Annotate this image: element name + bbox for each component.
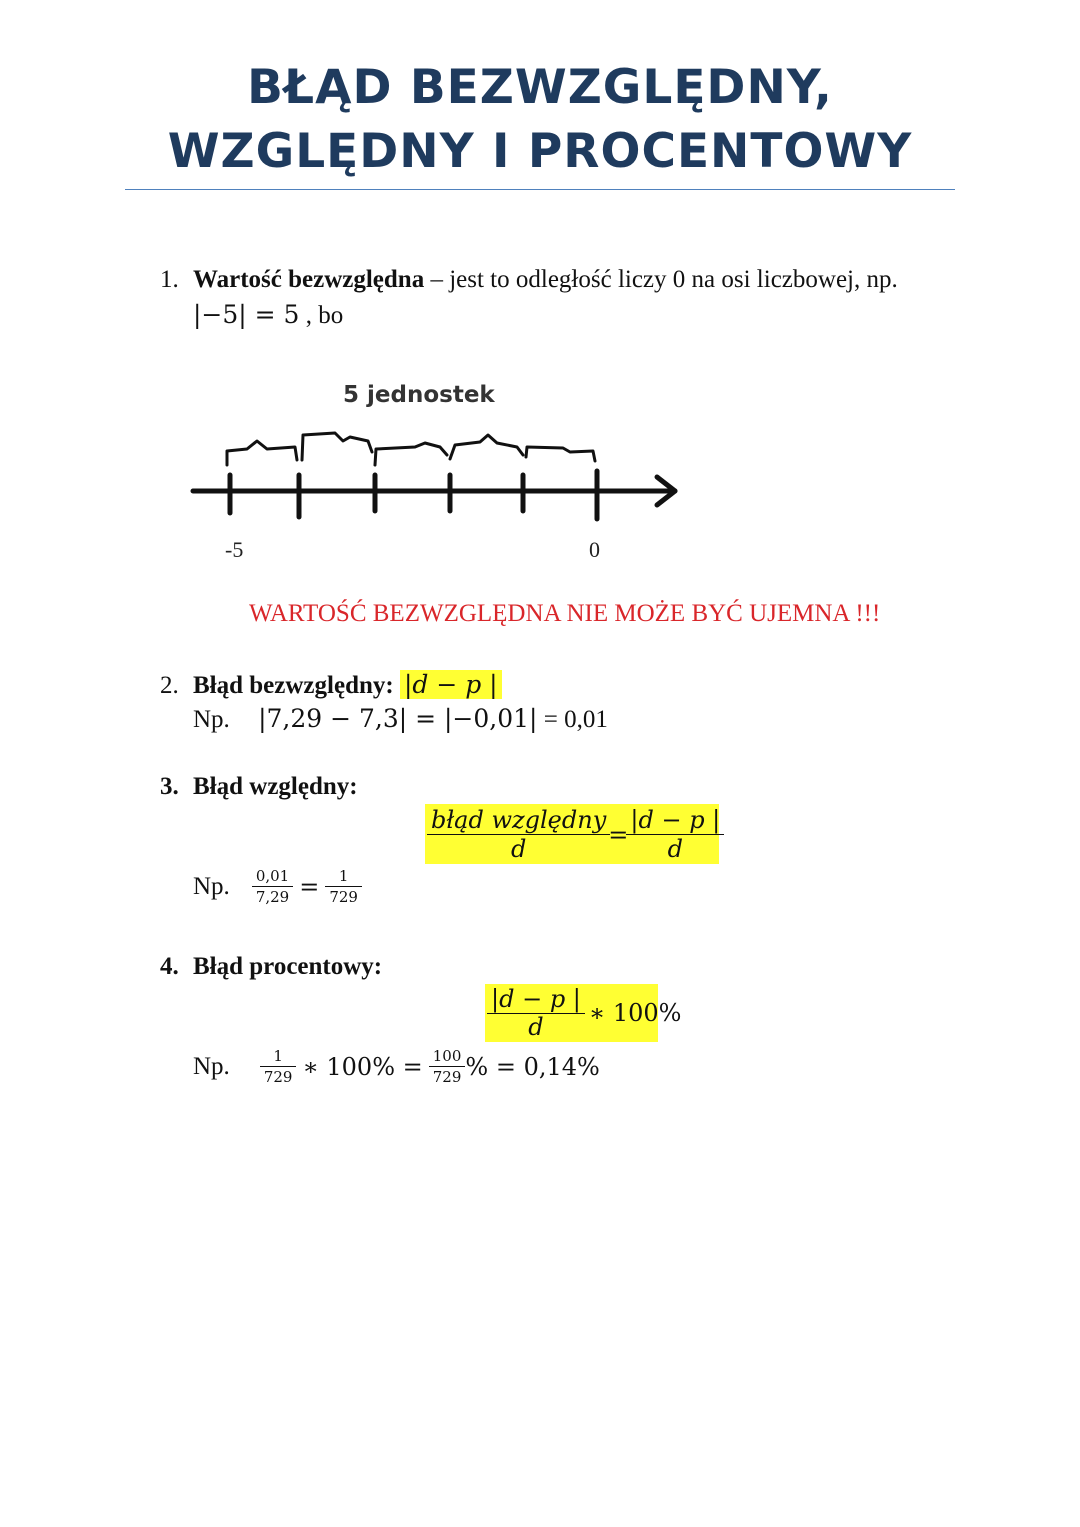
- absolute-error-formula: |d − p |: [400, 670, 502, 699]
- section-1-term: Wartość bezwzględna: [193, 266, 425, 293]
- relative-error-equals: =: [608, 820, 629, 849]
- section-3-example-denominator-1: 7,29: [252, 886, 293, 907]
- page-title-line-2: WZGLĘDNY I PROCENTOWY: [167, 124, 913, 179]
- section-3-np: Np.: [193, 872, 230, 900]
- relative-error-left-numerator: błąd względny: [431, 806, 607, 834]
- unit-brace-4: [450, 435, 523, 459]
- section-2-heading: [160, 670, 502, 701]
- section-2-example-expression: |7,29 − 7,3| = |−0,01|: [258, 704, 538, 733]
- section-3-example-denominator-2: 729: [325, 886, 362, 907]
- section-3-head: Błąd względny:: [193, 773, 358, 800]
- unit-brace-1: [227, 441, 297, 465]
- relative-error-right-denominator: d: [626, 834, 724, 863]
- axis-label-zero: 0: [589, 537, 600, 562]
- number-line-label: 5 jednostek: [343, 382, 495, 408]
- unit-brace-3: [375, 443, 447, 465]
- section-4-example-fraction-2: [431, 1046, 464, 1087]
- section-1-description: – jest to odległość liczy 0 na osi liczbowej, np.: [424, 266, 898, 293]
- section-1-tail: , bo: [299, 302, 344, 329]
- section-3-example-equals: =: [299, 872, 320, 901]
- section-4-example-fraction-1: [262, 1046, 295, 1087]
- section-3-example-numerator-2: 1: [338, 867, 349, 885]
- section-4-example-denominator-1: 729: [260, 1066, 297, 1087]
- percentage-error-multiplier: ∗ 100%: [588, 998, 682, 1027]
- section-1-heading: [160, 265, 898, 295]
- section-4-example-numerator-1: 1: [273, 1047, 283, 1065]
- section-1-number: 1.: [160, 266, 179, 293]
- title-divider: [125, 189, 955, 190]
- relative-error-formula: [425, 804, 719, 864]
- section-2-head: Błąd bezwzględny:: [193, 672, 394, 699]
- number-line-diagram: [185, 425, 695, 530]
- section-3-example-fraction-1: [254, 866, 291, 907]
- relative-error-right-fraction: [628, 806, 722, 863]
- section-2-np: Np.: [193, 706, 230, 733]
- relative-error-right-numerator: |d − p |: [630, 806, 721, 834]
- section-2-example-result: = 0,01: [537, 706, 608, 733]
- section-4-head: Błąd procentowy:: [193, 953, 383, 980]
- section-3-example-fraction-2: [327, 866, 360, 907]
- warning-text: WARTOŚĆ BEZWZGLĘDNA NIE MOŻE BYĆ UJEMNA !!!: [249, 600, 881, 627]
- section-3-example-numerator-1: 0,01: [255, 867, 290, 885]
- unit-brace-2: [302, 433, 372, 460]
- section-4-np: Np.: [193, 1052, 230, 1080]
- section-1-example: [193, 300, 343, 331]
- section-3-example: [193, 866, 360, 907]
- section-4-example-middle: ∗ 100% =: [302, 1052, 423, 1081]
- relative-error-left-denominator: d: [427, 834, 610, 863]
- section-4-example-denominator-2: 729: [429, 1066, 466, 1087]
- percentage-error-formula: [485, 984, 682, 1042]
- unit-brace-5: [526, 447, 595, 461]
- section-4-example-numerator-2: 100: [432, 1047, 462, 1065]
- section-1-expression: |−5| = 5: [193, 300, 300, 329]
- percentage-error-denominator: d: [487, 1013, 585, 1041]
- percentage-error-numerator: |d − p |: [491, 984, 581, 1013]
- section-2-number: 2.: [160, 672, 179, 699]
- section-2-example: [193, 704, 608, 735]
- percentage-error-fraction: [489, 986, 583, 1041]
- section-4-heading: [160, 952, 382, 982]
- section-4-example-result: % = 0,14%: [465, 1052, 600, 1081]
- section-4-number: 4.: [160, 953, 179, 980]
- page-title-line-1: BŁĄD BEZWZGLĘDNY,: [247, 60, 833, 115]
- section-3-number: 3.: [160, 773, 179, 800]
- section-3-heading: [160, 772, 358, 802]
- section-4-example: [193, 1046, 600, 1087]
- axis-label-minus-5: -5: [225, 537, 244, 562]
- relative-error-left-fraction: [429, 806, 608, 863]
